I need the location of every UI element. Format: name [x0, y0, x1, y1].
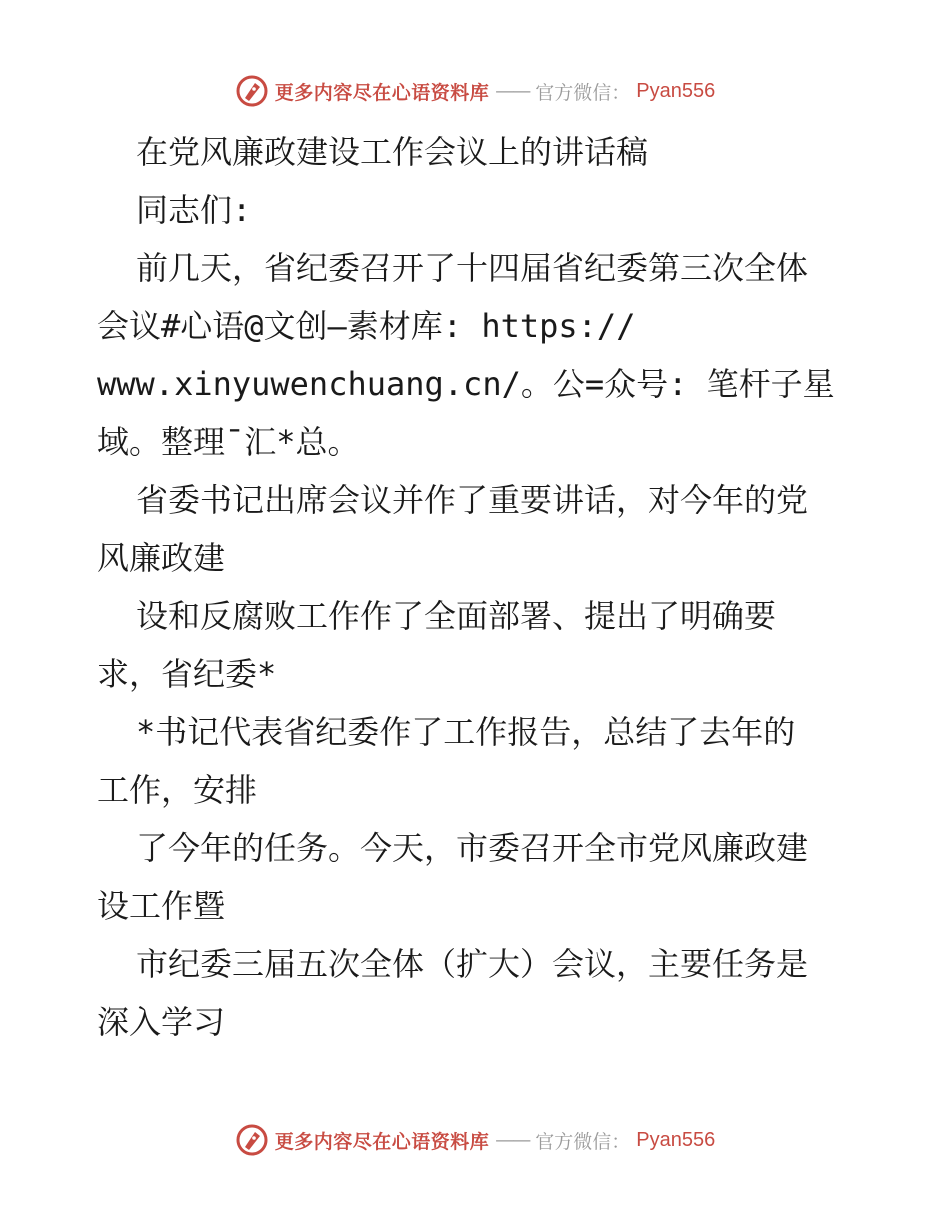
text-line: 了今年的任务。今天，市委召开全市党风廉政建 [136, 829, 809, 867]
banner-separator: —— [495, 1129, 530, 1151]
text-line: 求，省纪委* [97, 655, 277, 693]
text-line: 市纪委三届五次全体（扩大）会议，主要任务是 [136, 945, 809, 983]
salutation: 同志们: [136, 191, 252, 229]
pen-nib-logo-icon [235, 1123, 269, 1157]
promo-text: 更多内容尽在心语资料库 [274, 81, 490, 104]
wechat-id: Pyan556 [636, 1128, 716, 1151]
promo-text: 更多内容尽在心语资料库 [274, 1130, 490, 1153]
wechat-id: Pyan556 [636, 79, 716, 102]
text-line: 设和反腐败工作作了全面部署、提出了明确要 [136, 597, 777, 635]
banner-separator: —— [495, 80, 530, 102]
pen-nib-logo-icon [235, 74, 269, 108]
text-line: 风廉政建 [97, 539, 226, 577]
text-line: 深入学习 [97, 1003, 226, 1041]
text-line: 域。整理¯汇*总。 [97, 423, 360, 461]
text-line: 会议#心语@文创—素材库: https:// [97, 307, 636, 345]
text-line: 设工作暨 [97, 887, 226, 925]
document-title: 在党风廉政建设工作会议上的讲话稿 [136, 133, 649, 171]
header-banner [0, 71, 950, 111]
wechat-label: 官方微信： [535, 81, 631, 104]
text-line: 工作，安排 [97, 771, 258, 809]
text-line: 省委书记出席会议并作了重要讲话，对今年的党 [136, 481, 809, 519]
text-line: 前几天，省纪委召开了十四届省纪委第三次全体 [136, 249, 809, 287]
text-line: *书记代表省纪委作了工作报告，总结了去年的 [136, 713, 796, 751]
wechat-label: 官方微信： [535, 1130, 631, 1153]
text-line: www.xinyuwenchuang.cn/。公=众号: 笔杆子星 [97, 365, 835, 403]
document-body [97, 123, 857, 1051]
footer-banner [0, 1120, 950, 1160]
